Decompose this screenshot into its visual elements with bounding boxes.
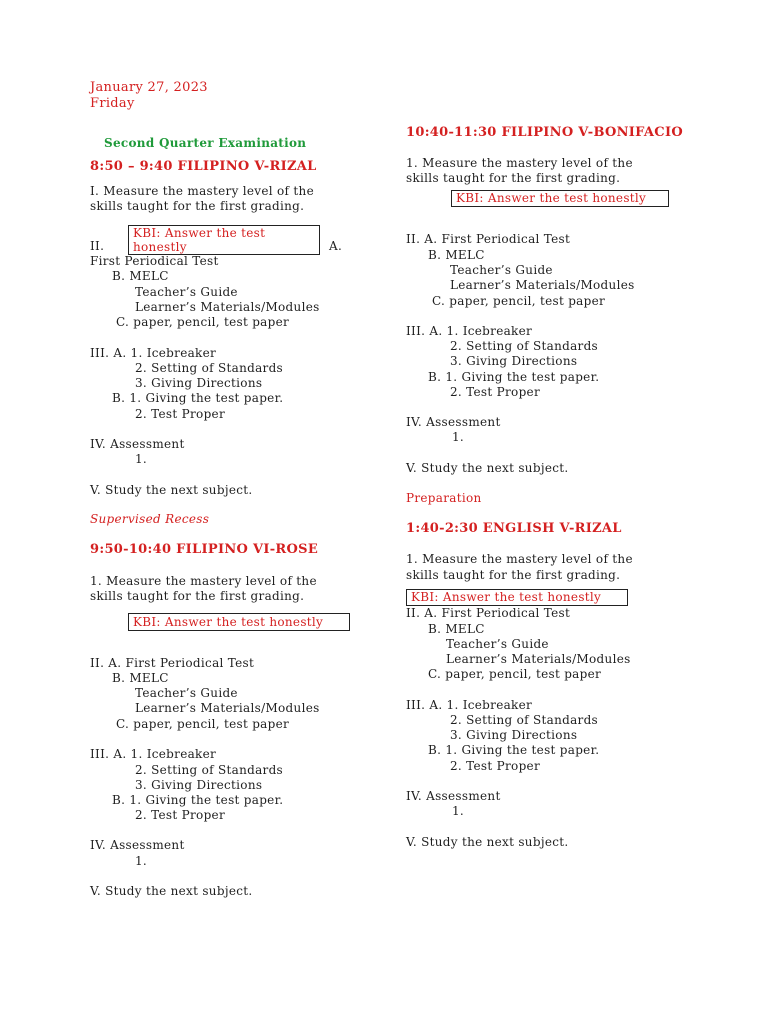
material-item: Learner’s Materials/Modules <box>450 278 635 292</box>
procedure-item: 2. Test Proper <box>450 759 540 773</box>
material-item: C. paper, pencil, test paper <box>116 717 290 731</box>
day-line: Friday <box>90 96 135 111</box>
procedure-item: III. A. 1. Icebreaker <box>406 698 533 712</box>
objective-line: I. Measure the mastery level of the <box>90 184 314 198</box>
material-item: II. A. First Periodical Test <box>406 232 571 246</box>
kbi-box <box>128 225 320 255</box>
material-item: Teacher’s Guide <box>135 285 238 299</box>
session-2-heading: 9:50-10:40 FILIPINO VI-ROSE <box>90 542 319 557</box>
procedure-item: III. A. 1. Icebreaker <box>90 346 217 360</box>
material-item: B. MELC <box>112 671 169 685</box>
procedure-item: 2. Setting of Standards <box>135 361 284 375</box>
procedure-item: III. A. 1. Icebreaker <box>406 324 533 338</box>
material-item: II. A. First Periodical Test <box>406 606 571 620</box>
objective-line: 1. Measure the mastery level of the <box>406 156 633 170</box>
objective-line: skills taught for the first grading. <box>90 589 305 603</box>
kbi-text: KBI: Answer the test honestly <box>133 615 324 629</box>
material-item: C. paper, pencil, test paper <box>432 294 606 308</box>
procedure-item: 3. Giving Directions <box>450 354 578 368</box>
procedure-item: 2. Setting of Standards <box>450 713 599 727</box>
assignment-line: V. Study the next subject. <box>406 461 569 475</box>
procedure-item: B. 1. Giving the test paper. <box>112 391 284 405</box>
material-item: C. paper, pencil, test paper <box>428 667 602 681</box>
procedure-item: 2. Setting of Standards <box>135 763 284 777</box>
procedure-item: III. A. 1. Icebreaker <box>90 747 217 761</box>
procedure-item: B. 1. Giving the test paper. <box>428 743 600 757</box>
preparation-label: Preparation <box>406 491 482 505</box>
session-4-heading: 1:40-2:30 ENGLISH V-RIZAL <box>406 521 622 536</box>
assessment-item: 1. <box>452 804 465 818</box>
assessment-label: IV. Assessment <box>90 437 185 451</box>
kbi-box <box>451 190 669 207</box>
date-line: January 27, 2023 <box>90 80 208 95</box>
procedure-item: 2. Test Proper <box>135 808 225 822</box>
assessment-label: IV. Assessment <box>406 415 501 429</box>
objective-line: skills taught for the first grading. <box>406 568 621 582</box>
objective-line: skills taught for the first grading. <box>406 171 621 185</box>
material-item: B. MELC <box>428 622 485 636</box>
objective-line: 1. Measure the mastery level of the <box>406 552 633 566</box>
material-item: Teacher’s Guide <box>135 686 238 700</box>
material-item: Learner’s Materials/Modules <box>135 701 320 715</box>
objective-line: skills taught for the first grading. <box>90 199 305 213</box>
material-item: B. MELC <box>428 248 485 262</box>
procedure-item: 3. Giving Directions <box>135 376 263 390</box>
procedure-item: 2. Test Proper <box>450 385 540 399</box>
session-3-heading: 10:40-11:30 FILIPINO V-BONIFACIO <box>406 125 683 140</box>
recess-label: Supervised Recess <box>90 512 210 526</box>
kbi-text: honestly <box>133 240 187 254</box>
assignment-line: V. Study the next subject. <box>90 483 253 497</box>
kbi-text: KBI: Answer the test honestly <box>411 590 602 604</box>
material-item: Learner’s Materials/Modules <box>446 652 631 666</box>
kbi-text: KBI: Answer the test <box>133 226 266 240</box>
assessment-label: IV. Assessment <box>90 838 185 852</box>
assessment-label: IV. Assessment <box>406 789 501 803</box>
assignment-line: V. Study the next subject. <box>90 884 253 898</box>
procedure-item: 3. Giving Directions <box>450 728 578 742</box>
material-item: Teacher’s Guide <box>450 263 553 277</box>
assessment-item: 1. <box>452 430 465 444</box>
objective-line: 1. Measure the mastery level of the <box>90 574 317 588</box>
session-1-heading: 8:50 – 9:40 FILIPINO V-RIZAL <box>90 159 317 174</box>
assessment-item: 1. <box>135 854 148 868</box>
kbi-box <box>406 589 628 606</box>
procedure-item: 2. Test Proper <box>135 407 225 421</box>
kbi-text: KBI: Answer the test honestly <box>456 191 647 205</box>
kbi-box <box>128 613 350 631</box>
exam-title: Second Quarter Examination <box>104 136 307 150</box>
material-item: II. A. First Periodical Test <box>90 656 255 670</box>
material-item: Learner’s Materials/Modules <box>135 300 320 314</box>
section-label: A. <box>329 239 343 253</box>
procedure-item: 2. Setting of Standards <box>450 339 599 353</box>
procedure-item: 3. Giving Directions <box>135 778 263 792</box>
material-item: B. MELC <box>112 269 169 283</box>
assignment-line: V. Study the next subject. <box>406 835 569 849</box>
material-item: First Periodical Test <box>90 254 219 268</box>
material-item: Teacher’s Guide <box>446 637 549 651</box>
section-label: II. <box>90 239 105 253</box>
procedure-item: B. 1. Giving the test paper. <box>112 793 284 807</box>
assessment-item: 1. <box>135 452 148 466</box>
material-item: C. paper, pencil, test paper <box>116 315 290 329</box>
procedure-item: B. 1. Giving the test paper. <box>428 370 600 384</box>
